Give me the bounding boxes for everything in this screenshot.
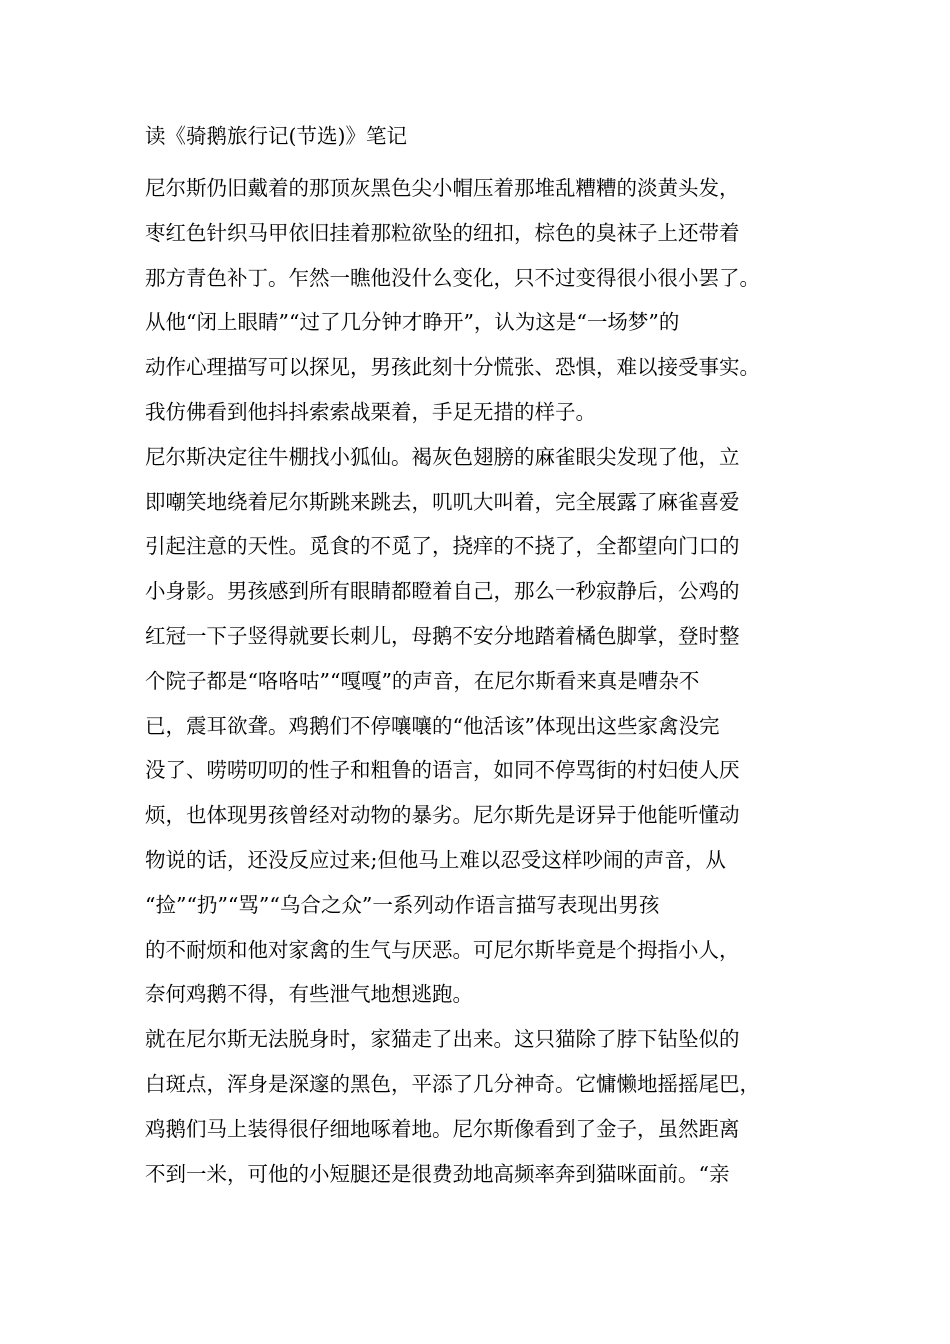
text-line: 的不耐烦和他对家禽的生气与厌恶。可尼尔斯毕竟是个拇指小人， (145, 937, 740, 962)
text-line: 红冠一下子竖得就要长刺儿，母鹅不安分地踏着橘色脚掌，登时整 (145, 623, 740, 648)
text-line: 尼尔斯决定往牛棚找小狐仙。褐灰色翅膀的麻雀眼尖发现了他，立 (145, 444, 740, 469)
document-body (145, 118, 830, 1196)
paragraph (145, 166, 830, 435)
text-line: 我仿佛看到他抖抖索索战栗着，手足无措的样子。 (145, 399, 596, 424)
text-line: 动作心理描写可以探见，男孩此刻十分慌张、恐惧，难以接受事实。 (145, 355, 760, 380)
document-title: 读《骑鹅旅行记(节选)》笔记 (145, 124, 407, 148)
text-line: 已，震耳欲聋。鸡鹅们不停嚷嚷的“他活该”体现出这些家禽没完 (145, 713, 720, 738)
text-line: 就在尼尔斯无法脱身时，家猫走了出来。这只猫除了脖下钻坠似的 (145, 1027, 740, 1052)
text-line: “捡”“扔”“骂”“乌合之众”一系列动作语言描写表现出男孩 (145, 892, 660, 917)
text-line: 从他“闭上眼睛”“过了几分钟才睁开”，认为这是“一场梦”的 (145, 310, 680, 335)
text-line: 小身影。男孩感到所有眼睛都瞪着自己，那么一秒寂静后，公鸡的 (145, 579, 740, 604)
text-line: 鸡鹅们马上装得很仔细地啄着地。尼尔斯像看到了金子，虽然距离 (145, 1116, 740, 1141)
text-line: 那方青色补丁。乍然一瞧他没什么变化，只不过变得很小很小罢了。 (145, 265, 760, 290)
text-line: 白斑点，浑身是深邃的黑色，平添了几分神奇。它慵懒地摇摇尾巴， (145, 1071, 760, 1096)
text-line: 尼尔斯仍旧戴着的那顶灰黑色尖小帽压着那堆乱糟糟的淡黄头发， (145, 176, 740, 200)
text-line: 奈何鸡鹅不得，有些泄气地想逃跑。 (145, 982, 473, 1007)
text-line: 引起注意的天性。觅食的不觅了，挠痒的不挠了，全都望向门口的 (145, 534, 740, 559)
text-line: 个院子都是“咯咯咕”“嘎嘎”的声音，在尼尔斯看来真是嘈杂不 (145, 668, 700, 693)
text-line: 不到一米，可他的小短腿还是很费劲地高频率奔到猫咪面前。“亲 (145, 1161, 730, 1186)
text-line: 烦，也体现男孩曾经对动物的暴劣。尼尔斯先是讶异于他能听懂动 (145, 803, 740, 828)
paragraph (145, 1017, 830, 1196)
text-line: 没了、唠唠叨叨的性子和粗鲁的语言，如同不停骂街的村妇使人厌 (145, 758, 740, 783)
text-line: 即嘲笑地绕着尼尔斯跳来跳去，叽叽大叫着，完全展露了麻雀喜爱 (145, 489, 740, 514)
paragraph (145, 435, 830, 1017)
text-line: 物说的话，还没反应过来;但他马上难以忍受这样吵闹的声音，从 (145, 847, 726, 872)
text-line: 枣红色针织马甲依旧挂着那粒欲坠的纽扣，棕色的臭袜子上还带着 (145, 220, 740, 245)
paragraph-list (145, 166, 830, 1196)
